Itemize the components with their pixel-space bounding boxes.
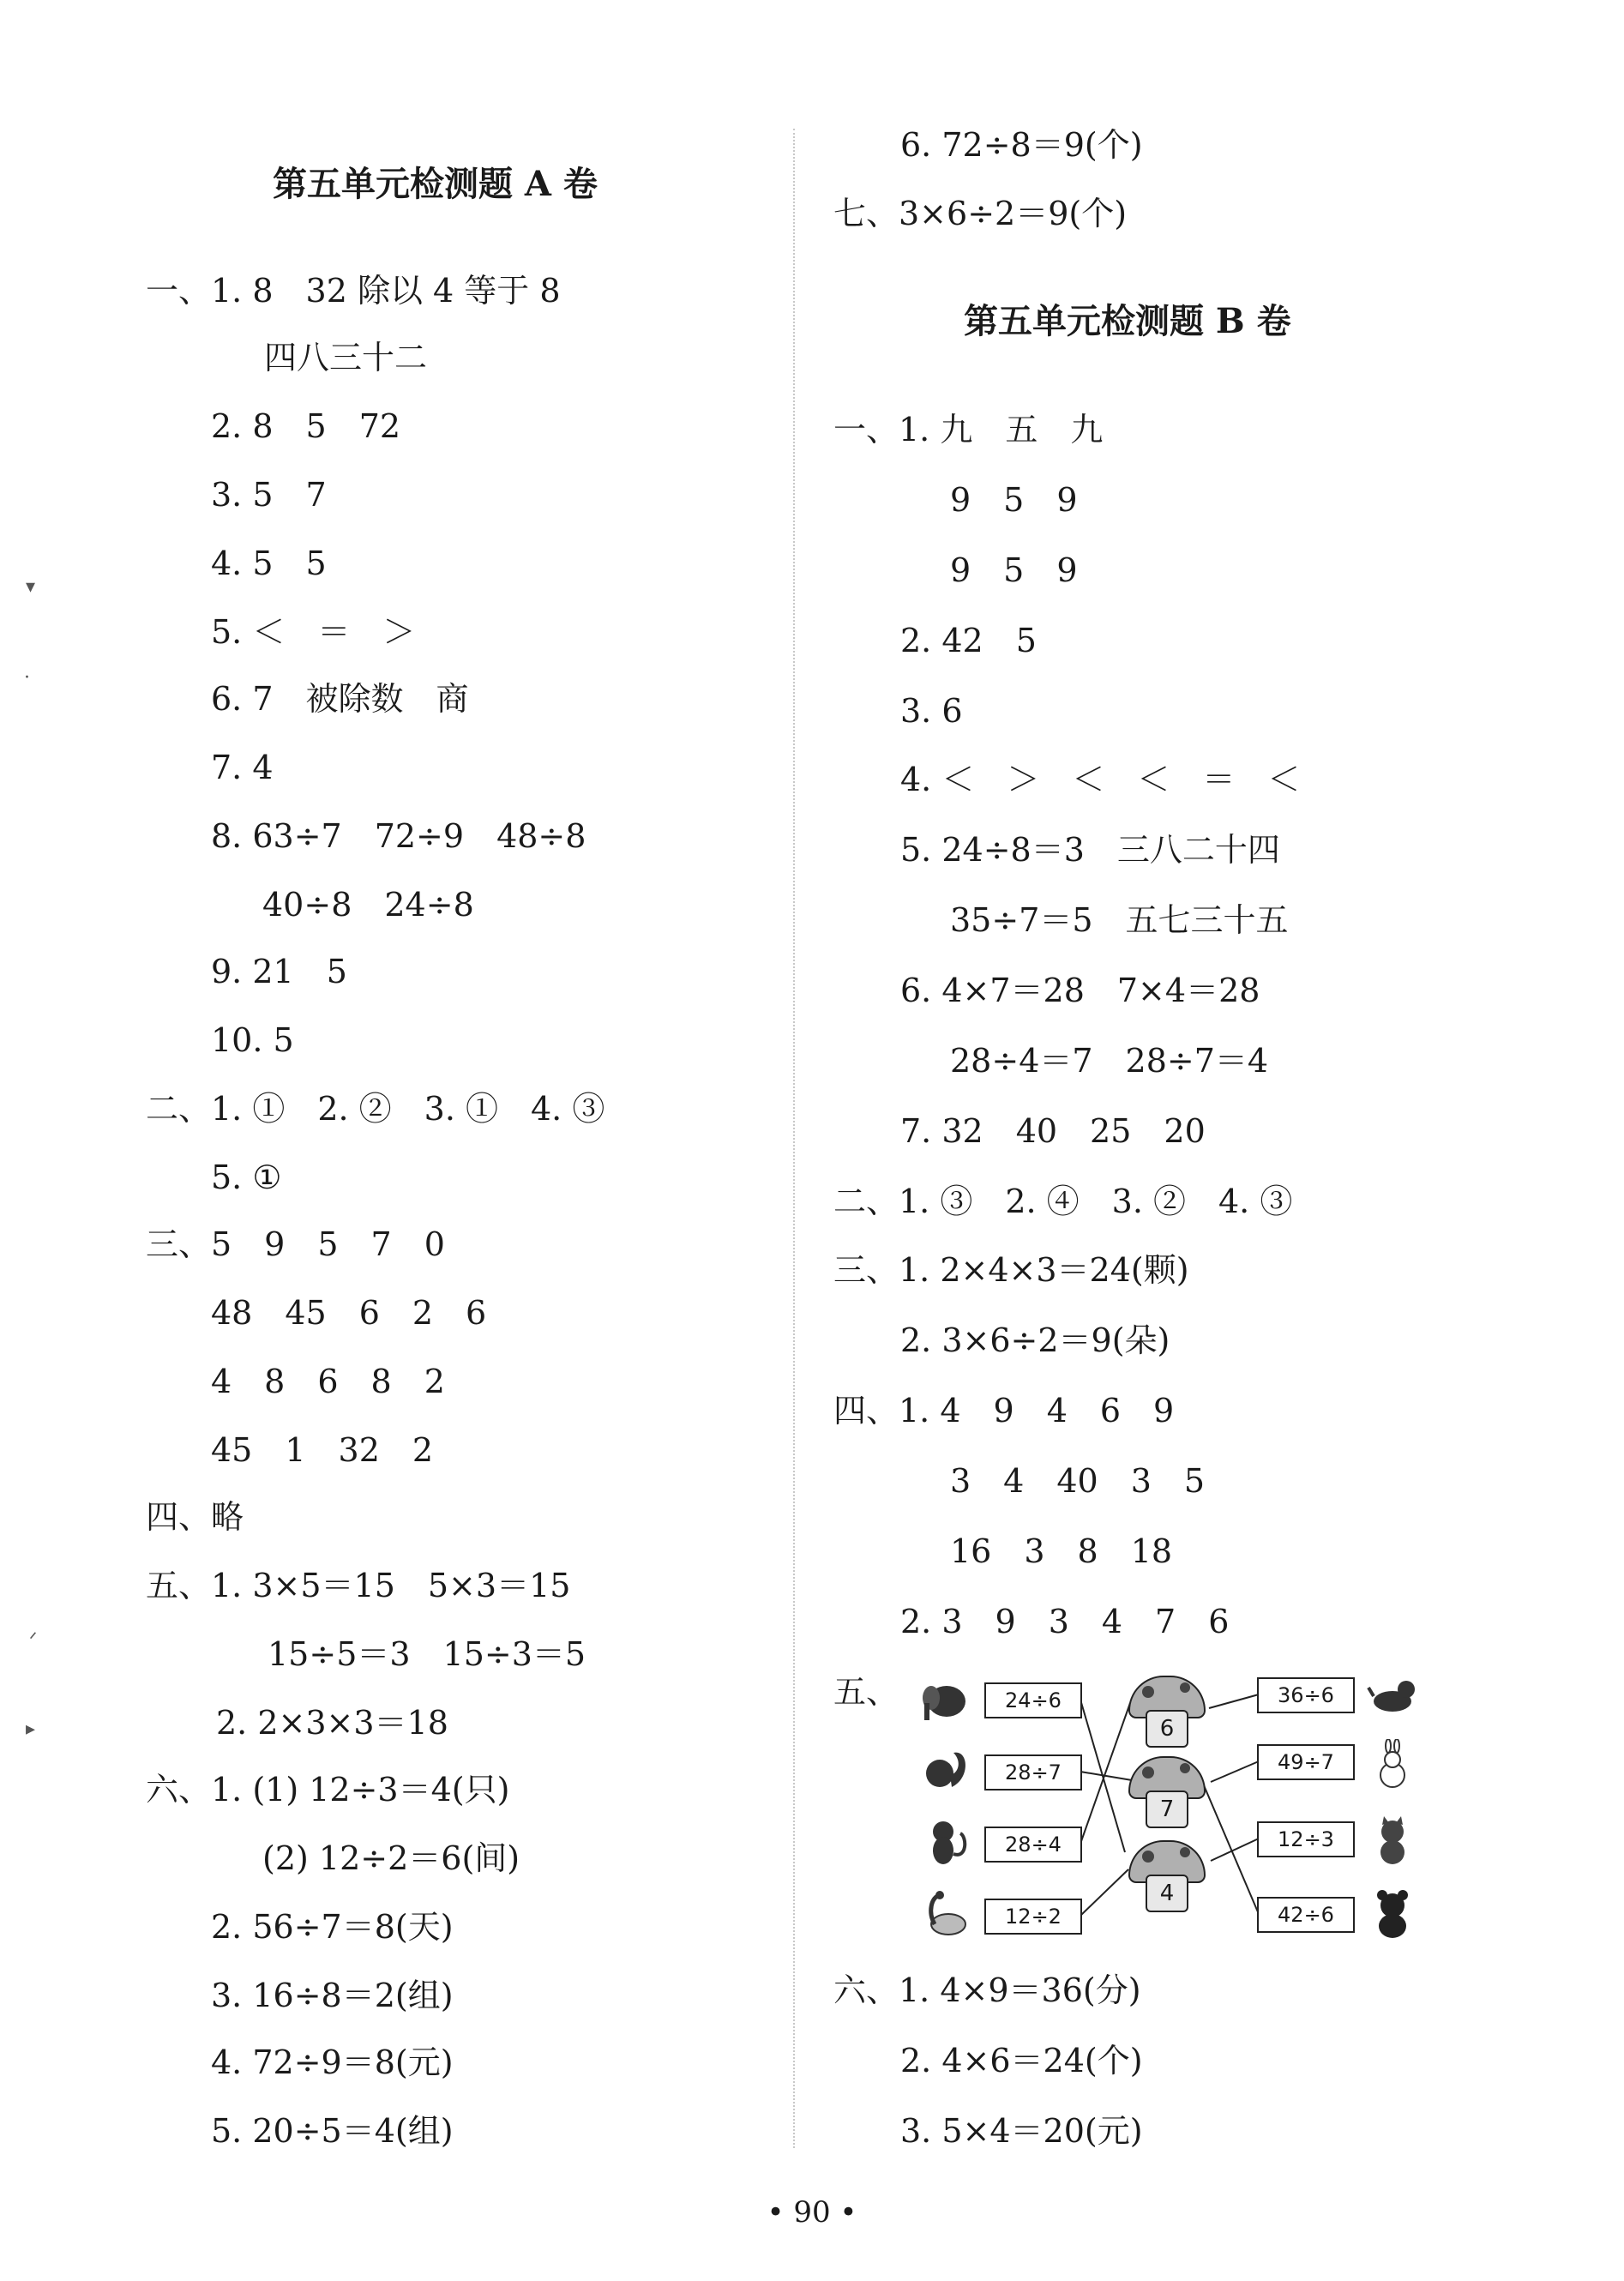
answer-line: 8. 63÷7 72÷9 48÷8 — [211, 817, 586, 855]
answer-line: 35÷7＝5 五七三十五 — [950, 901, 1289, 939]
answer-line: 六、1. 4×9＝36(分) — [833, 1971, 1141, 2009]
answer-line: 一、1. 8 32 除以 4 等于 8 — [146, 272, 561, 310]
left-expression-box: 24÷6 — [984, 1682, 1082, 1718]
right-expression-box: 49÷7 — [1257, 1744, 1355, 1780]
answer-line: 二、1. ① 2. ② 3. ① 4. ③ — [146, 1090, 605, 1128]
answer-line: 5. 20÷5＝4(组) — [211, 2112, 454, 2150]
bear-icon — [1367, 1888, 1418, 1940]
answer-line: 3. 6 — [900, 692, 963, 730]
column-divider — [793, 129, 795, 2148]
monkey-icon — [919, 1816, 971, 1868]
page-number: • 90 • — [767, 2195, 857, 2230]
answer-line: 2. 3 9 3 4 7 6 — [900, 1603, 1230, 1640]
answer-line: 48 45 6 2 6 — [211, 1294, 487, 1332]
answer-line: 四、1. 4 9 4 6 9 — [833, 1392, 1175, 1429]
answer-line: 4. ＜ ＞ ＜ ＜ ＝ ＜ — [900, 761, 1301, 798]
goose-icon — [919, 1887, 971, 1938]
answer-line: 7. 4 — [211, 749, 274, 786]
answer-line: 三、5 9 5 7 0 — [146, 1225, 445, 1263]
answer-line: 9. 21 5 — [211, 953, 347, 990]
answer-line: 2. 3×6÷2＝9(朵) — [900, 1321, 1170, 1359]
answer-line: 9 5 9 — [950, 551, 1078, 589]
scan-mark: ▾ — [26, 576, 36, 598]
answer-line: 2. 2×3×3＝18 — [216, 1704, 448, 1742]
answer-line: 10. 5 — [211, 1021, 294, 1059]
right-expression-box: 42÷6 — [1257, 1897, 1355, 1933]
mushroom-value: 7 — [1146, 1790, 1188, 1828]
left-expression-box: 28÷4 — [984, 1827, 1082, 1863]
answer-line: 6. 72÷8＝9(个) — [900, 126, 1143, 164]
answer-line: 3. 5×4＝20(元) — [900, 2112, 1143, 2150]
answer-line: 28÷4＝7 28÷7＝4 — [950, 1042, 1269, 1080]
answer-line: 五、1. 3×5＝15 5×3＝15 — [146, 1567, 571, 1604]
scan-mark: ▸ — [26, 1718, 36, 1740]
answer-line: 45 1 32 2 — [211, 1431, 434, 1469]
answer-line: 4. 5 5 — [211, 545, 327, 582]
section-title-b: 第五单元检测题 B 卷 — [964, 301, 1291, 341]
dog-icon — [1367, 1670, 1418, 1722]
answer-line: 16 3 8 18 — [950, 1532, 1173, 1570]
answer-line: 七、3×6÷2＝9(个) — [833, 195, 1128, 232]
answer-line: 2. 4×6＝24(个) — [900, 2042, 1143, 2079]
answer-line: 2. 8 5 72 — [211, 407, 401, 445]
answer-line: 四八三十二 — [264, 339, 428, 376]
answer-line: 5. 24÷8＝3 三八二十四 — [900, 831, 1280, 869]
right-expression-box: 12÷3 — [1257, 1821, 1355, 1857]
answer-line: 3. 16÷8＝2(组) — [211, 1977, 454, 2014]
answer-line: 6. 4×7＝28 7×4＝28 — [900, 972, 1260, 1009]
answer-line: 一、1. 九 五 九 — [833, 411, 1104, 448]
left-expression-box: 12÷2 — [984, 1899, 1082, 1935]
mushroom — [1128, 1676, 1206, 1748]
answer-line: 六、1. (1) 12÷3＝4(只) — [146, 1771, 510, 1809]
answer-line: 4. 72÷9＝8(元) — [211, 2043, 454, 2081]
answer-line: 五、 — [833, 1673, 899, 1711]
answer-line: 5. ＜ ＝ ＞ — [211, 613, 416, 651]
left-expression-box: 28÷7 — [984, 1754, 1082, 1790]
answer-line: 二、1. ③ 2. ④ 3. ② 4. ③ — [833, 1183, 1293, 1220]
answer-line: 四、略 — [146, 1498, 244, 1536]
answer-line: 3 4 40 3 5 — [950, 1462, 1206, 1500]
answer-line: 40÷8 24÷8 — [262, 886, 474, 924]
cat-icon — [1367, 1815, 1418, 1866]
section-title-a: 第五单元检测题 A 卷 — [273, 164, 598, 204]
answer-line: 7. 32 40 25 20 — [900, 1112, 1206, 1150]
answer-line: 9 5 9 — [950, 481, 1078, 519]
answer-line: 2. 42 5 — [900, 622, 1037, 659]
answer-line: 6. 7 被除数 商 — [211, 680, 469, 718]
mushroom — [1128, 1756, 1206, 1828]
scan-mark: ᐟ — [29, 1629, 38, 1651]
mushroom — [1128, 1840, 1206, 1912]
elephant-icon — [919, 1674, 971, 1725]
squirrel-icon — [919, 1744, 971, 1796]
right-expression-box: 36÷6 — [1257, 1677, 1355, 1713]
answer-line: 三、1. 2×4×3＝24(颗) — [833, 1251, 1189, 1289]
scan-mark: · — [24, 667, 30, 689]
answer-line: 3. 5 7 — [211, 476, 327, 514]
rabbit-icon — [1367, 1739, 1418, 1790]
matching-figure — [909, 1664, 1432, 1938]
mushroom-value: 4 — [1146, 1875, 1188, 1912]
answer-line: 4 8 6 8 2 — [211, 1363, 445, 1400]
answer-line: 15÷5＝3 15÷3＝5 — [268, 1635, 586, 1673]
answer-line: 2. 56÷7＝8(天) — [211, 1908, 454, 1946]
mushroom-value: 6 — [1146, 1710, 1188, 1748]
answer-line: 5. ① — [211, 1159, 282, 1196]
answer-line: (2) 12÷2＝6(间) — [262, 1839, 520, 1877]
